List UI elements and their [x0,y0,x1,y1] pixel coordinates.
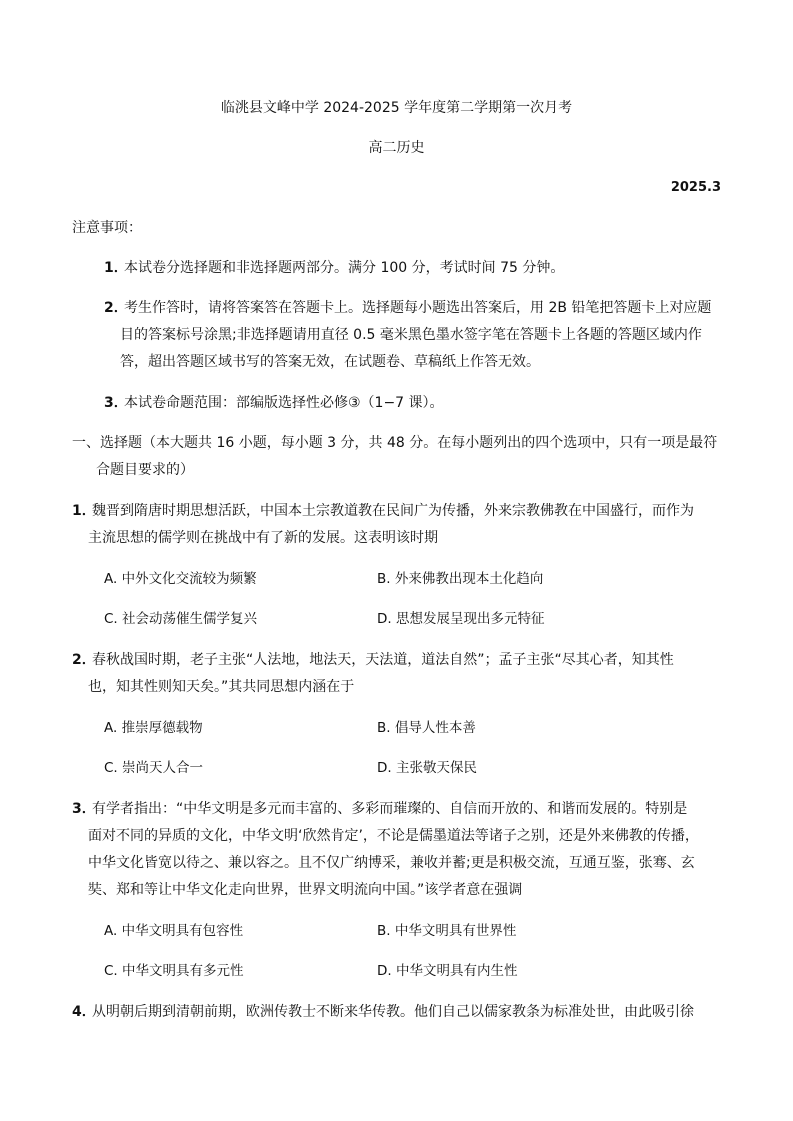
question-number: 2． [72,652,96,668]
notice-item-text: 本试卷命题范围：部编版选择性必修③（1−7 课）。 [124,395,444,411]
question-text: 主流思想的儒学则在挑战中有了新的发展。这表明该时期 [88,530,438,546]
question-number: 1． [72,503,96,519]
option-a: A. 推崇厚德载物 [104,720,203,736]
section-heading: 一、选择题（本大题共 16 小题，每小题 3 分，共 48 分。在每小题列出的四个选项中，只有一项是最符 [72,435,718,451]
notice-item-number: 3． [104,395,128,411]
option-c: C. 中华文明具有多元性 [104,963,244,979]
option-d: D. 中华文明具有内生性 [377,963,518,979]
question-text: 从明朝后期到清朝前期，欧洲传教士不断来华传教。他们自己以儒家教条为标准处世，由此吸引徐 [92,1004,694,1020]
option-d: D. 思想发展呈现出多元特征 [377,611,545,627]
question-text: 面对不同的异质的文化，中华文明‘欣然肯定’，不论是儒墨道法等诸子之别，还是外来佛教的传播， [88,828,699,844]
question-text: 魏晋到隋唐时期思想活跃，中国本土宗教道教在民间广为传播，外来宗教佛教在中国盛行，而作为 [92,503,694,519]
question-text: 奘、郑和等让中华文化走向世界，世界文明流向中国。”该学者意在强调 [88,882,523,898]
option-d: D. 主张敬天保民 [377,760,477,776]
question-text: 中华文化皆宽以待之、兼以容之。且不仅广纳博采，兼收并蓄;更是积极交流，互通互鉴，张骞、玄 [88,855,695,871]
option-b: B. 外来佛教出现本土化趋向 [377,571,544,587]
notice-item-number: 2． [104,300,128,316]
question-text: 也，知其性则知天矣。”其共同思想内涵在于 [88,679,355,695]
exam-title: 临洮县文峰中学 2024-2025 学年度第二学期第一次月考 [220,100,573,116]
notice-item-number: 1． [104,260,128,276]
notice-item-text: 考生作答时，请将答案答在答题卡上。选择题每小题选出答案后，用 2B 铅笔把答题卡上对应题 [124,300,712,316]
option-a: A. 中外文化交流较为频繁 [104,571,257,587]
question-number: 4． [72,1004,96,1020]
exam-date: 2025.3 [670,180,721,195]
option-b: B. 倡导人性本善 [377,720,476,736]
exam-subject: 高二历史 [368,140,425,156]
option-a: A. 中华文明具有包容性 [104,923,244,939]
section-heading: 合题目要求的） [96,462,194,478]
notice-item-text: 答，超出答题区域书写的答案无效，在试题卷、草稿纸上作答无效。 [120,354,540,370]
question-text: 春秋战国时期，老子主张“人法地，地法天，天法道，道法自然”；孟子主张“尽其心者，知其性 [92,652,674,668]
notice-heading: 注意事项： [72,220,142,236]
option-c: C. 社会动荡催生儒学复兴 [104,611,258,627]
option-b: B. 中华文明具有世界性 [377,923,517,939]
question-number: 3． [72,801,96,817]
notice-item-text: 目的答案标号涂黑;非选择题请用直径 0.5 毫米黑色墨水签字笔在答题卡上各题的答题区域内作 [120,327,702,343]
question-text: 有学者指出：“中华文明是多元而丰富的、多彩而璀璨的、自信而开放的、和谐而发展的。特别是 [92,801,688,817]
notice-item-text: 本试卷分选择题和非选择题两部分。满分 100 分，考试时间 75 分钟。 [124,260,565,276]
option-c: C. 崇尚天人合一 [104,760,204,776]
